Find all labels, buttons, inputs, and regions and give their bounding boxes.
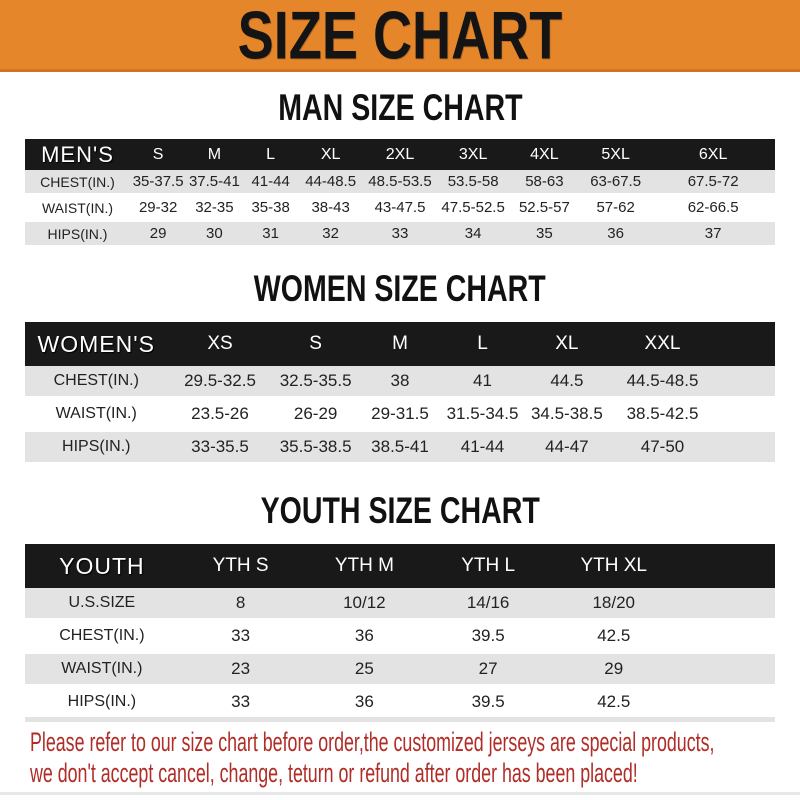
row-label: CHEST(IN.) [25,170,130,195]
youth-size-col: YTH L [461,555,516,576]
cell: 8 [179,588,303,620]
men-size-col: M [207,145,222,163]
youth-waist-row [25,653,775,686]
youth-table-title: YOUTH [59,552,145,579]
youth-header-row [25,544,775,588]
women-size-table [25,322,775,465]
cell: 34 [438,221,509,247]
men-size-table [25,139,775,248]
disclaimer-line-1: Please refer to our size chart before order,the customized jerseys are special products, [30,727,715,757]
cell: 39.5 [426,620,550,653]
cell: 30 [186,221,242,247]
cell: 33-35.5 [168,431,273,464]
women-size-col: XXL [644,333,681,354]
cell: 35-38 [243,195,299,221]
men-size-col: S [152,145,164,163]
cell: 48.5-53.5 [363,170,438,195]
cell: 23.5-26 [168,398,273,431]
cell: 44-47 [524,431,610,464]
men-size-col: 4XL [530,145,559,163]
men-header-row [25,139,775,170]
cell: 57-62 [580,195,651,221]
women-chest-row [25,366,775,398]
men-size-col: 2XL [385,145,415,163]
women-size-col: L [477,333,488,354]
spacer [678,686,776,720]
cell: 53.5-58 [438,170,509,195]
cell: 52.5-57 [509,195,580,221]
spacer [715,322,775,366]
cell: 31 [243,221,299,247]
cell: 33 [179,686,303,720]
women-size-col: XL [555,333,579,354]
cell: 23 [179,653,303,686]
cell: 27 [426,653,550,686]
women-size-col: XS [207,333,233,354]
row-label: CHEST(IN.) [25,620,179,653]
cell: 29 [130,221,186,247]
men-chest-row [25,170,775,195]
cell: 14/16 [426,588,550,620]
youth-hips-row [25,686,775,720]
banner [0,0,800,72]
women-size-col: S [309,333,322,354]
spacer [678,653,776,686]
men-size-col: 3XL [458,145,488,163]
disclaimer-line-2: we don't accept cancel, change, teturn or refund after order has been placed! [30,758,638,788]
spacer [715,398,775,431]
spacer [678,588,776,620]
men-table-title: MEN'S [41,141,114,167]
cell: 36 [303,620,427,653]
cell: 33 [363,221,438,247]
women-section-heading: WOMEN SIZE CHART [254,268,546,310]
row-label: WAIST(IN.) [25,398,168,431]
cell: 29.5-32.5 [168,366,273,398]
cell: 41 [441,366,524,398]
cell: 32-35 [186,195,242,221]
men-hips-row [25,221,775,247]
cell: 29-31.5 [359,398,442,431]
women-hips-row [25,431,775,464]
youth-size-table [25,544,775,722]
cell: 44-48.5 [299,170,363,195]
women-section [0,270,800,465]
cell: 37.5-41 [186,170,242,195]
youth-section [0,492,800,722]
youth-size-col: YTH S [212,555,269,576]
cell: 26-29 [273,398,359,431]
cell: 47.5-52.5 [438,195,509,221]
row-label: U.S.SIZE [25,588,179,620]
row-label: HIPS(IN.) [25,221,130,247]
women-table-title: WOMEN'S [37,330,155,357]
spacer [678,620,776,653]
cell: 44.5-48.5 [610,366,715,398]
cell: 42.5 [550,620,678,653]
cell: 36 [580,221,651,247]
men-size-col: XL [320,145,341,163]
cell: 63-67.5 [580,170,651,195]
spacer [715,431,775,464]
row-label: CHEST(IN.) [25,366,168,398]
cell: 18/20 [550,588,678,620]
cell: 31.5-34.5 [441,398,524,431]
men-waist-row [25,195,775,221]
men-section [0,89,800,248]
cell: 34.5-38.5 [524,398,610,431]
youth-section-heading: YOUTH SIZE CHART [260,490,540,532]
youth-chest-row [25,620,775,653]
cell: 67.5-72 [651,170,775,195]
cell: 29 [550,653,678,686]
youth-ussize-row [25,588,775,620]
cell: 32 [299,221,363,247]
row-label: WAIST(IN.) [25,653,179,686]
cell: 38 [359,366,442,398]
row-label: WAIST(IN.) [25,195,130,221]
row-label: HIPS(IN.) [25,431,168,464]
banner-title: SIZE CHART [237,0,563,73]
cell: 29-32 [130,195,186,221]
cell: 42.5 [550,686,678,720]
cell: 41-44 [441,431,524,464]
cell: 47-50 [610,431,715,464]
men-size-col: 6XL [698,145,728,163]
cell: 43-47.5 [363,195,438,221]
bottom-divider [0,792,800,795]
women-waist-row [25,398,775,431]
disclaimer-note [0,727,800,789]
cell: 38.5-42.5 [610,398,715,431]
cell: 33 [179,620,303,653]
cell: 41-44 [243,170,299,195]
youth-size-col: YTH XL [580,555,648,576]
cell: 35.5-38.5 [273,431,359,464]
cell: 38-43 [299,195,363,221]
cell: 32.5-35.5 [273,366,359,398]
cell: 38.5-41 [359,431,442,464]
women-size-col: M [392,333,408,354]
row-label: HIPS(IN.) [25,686,179,720]
men-size-col: L [266,145,276,163]
cell: 10/12 [303,588,427,620]
spacer [678,544,776,588]
cell: 62-66.5 [651,195,775,221]
cell: 36 [303,686,427,720]
men-section-heading: MAN SIZE CHART [277,87,523,129]
cell: 35 [509,221,580,247]
cell: 39.5 [426,686,550,720]
women-header-row [25,322,775,366]
cell: 37 [651,221,775,247]
cell: 25 [303,653,427,686]
cell: 35-37.5 [130,170,186,195]
cell: 44.5 [524,366,610,398]
men-size-col: 5XL [601,145,630,163]
spacer [715,366,775,398]
youth-size-col: YTH M [334,555,394,576]
cell: 58-63 [509,170,580,195]
